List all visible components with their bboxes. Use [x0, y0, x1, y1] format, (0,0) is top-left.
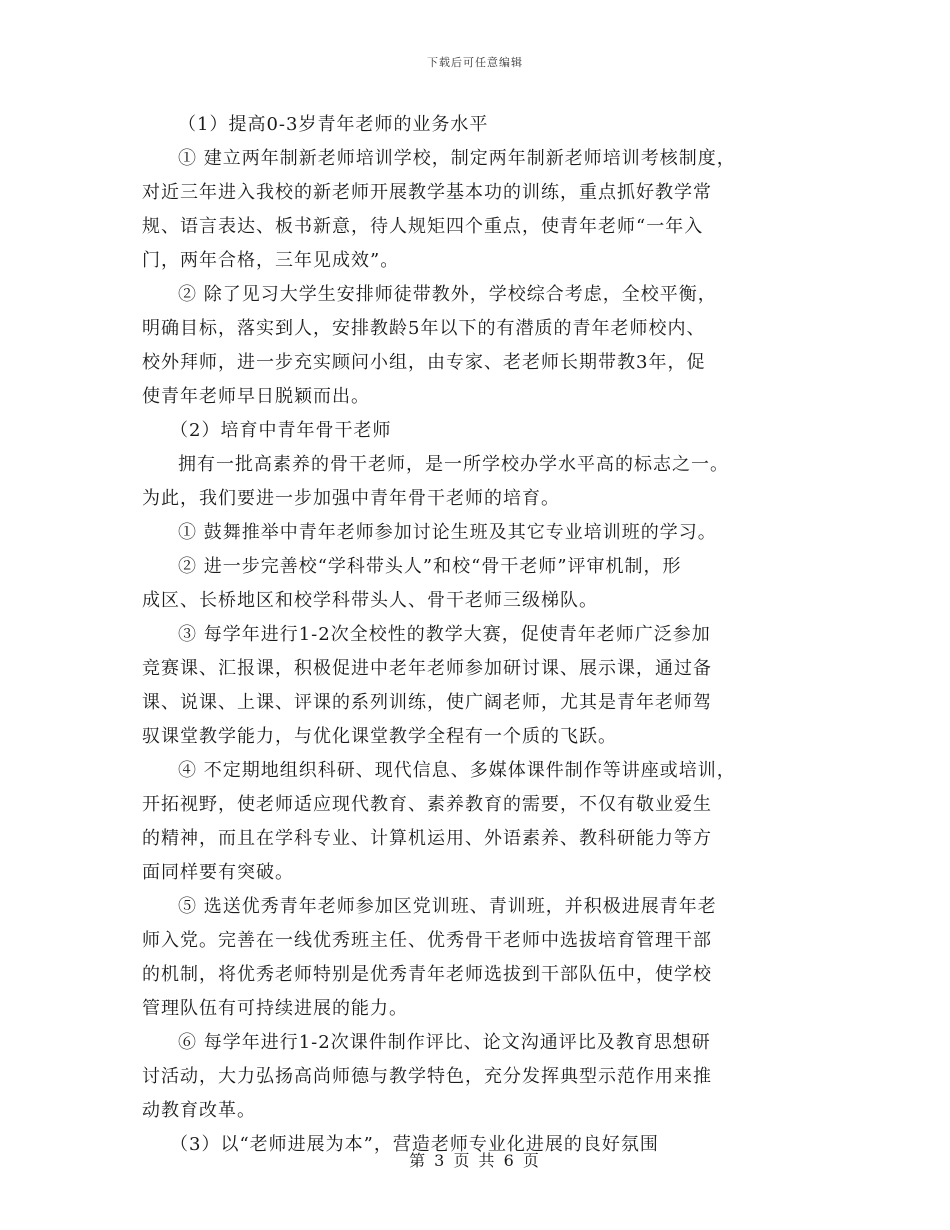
paragraph-line: ② 除了见习大学生安排师徒带教外，学校综合考虑，全校平衡， [178, 284, 717, 305]
paragraph-line: 对近三年进入我校的新老师开展教学基本功的训练，重点抓好教学常 [142, 182, 712, 203]
paragraph-line: 师入党。完善在一线优秀班主任、优秀骨干老师中选拔培育管理干部 [142, 930, 712, 951]
paragraph-line: ④ 不定期地组织科研、现代信息、多媒体课件制作等讲座或培训， [178, 760, 736, 781]
paragraph-line: ① 建立两年制新老师培训学校，制定两年制新老师培训考核制度， [178, 148, 736, 169]
paragraph-line: 的机制，将优秀老师特别是优秀青年老师选拔到干部队伍中，使学校 [142, 964, 712, 985]
paragraph-line: 课、说课、上课、评课的系列训练，使广阔老师，尤其是青年老师驾 [142, 692, 712, 713]
paragraph-line: ⑤ 选送优秀青年老师参加区党训班、青训班，并积极进展青年老 [178, 896, 717, 917]
paragraph-line: 拥有一批高素养的骨干老师，是一所学校办学水平高的标志之一。 [178, 454, 729, 475]
paragraph-line: 讨活动，大力弘扬高尚师德与教学特色，充分发挥典型示范作用来推 [142, 1066, 712, 1087]
paragraph-line: ① 鼓舞推举中青年老师参加讨论生班及其它专业培训班的学习。 [178, 522, 717, 543]
paragraph-line: 驭课堂教学能力，与优化课堂教学全程有一个质的飞跃。 [142, 726, 617, 747]
paragraph-line: 使青年老师早日脱颖而出。 [142, 386, 370, 407]
paragraph-line: 门，两年合格，三年见成效”。 [142, 250, 400, 271]
paragraph-line: ⑥ 每学年进行1-2次课件制作评比、论文沟通评比及教育思想研 [178, 1032, 711, 1053]
section-heading-2: （2）培育中青年骨干老师 [170, 420, 392, 441]
paragraph-line: 明确目标，落实到人，安排教龄5年以下的有潜质的青年老师校内、 [142, 318, 706, 339]
paragraph-line: 管理队伍有可持续进展的能力。 [142, 998, 408, 1019]
paragraph-line: 开拓视野，使老师适应现代教育、素养教育的需要，不仅有敬业爱生 [142, 794, 712, 815]
paragraph-line: 竞赛课、汇报课，积极促进中老年老师参加研讨课、展示课，通过备 [142, 658, 712, 679]
paragraph-line: 的精神，而且在学科专业、计算机运用、外语素养、教科研能力等方 [142, 828, 712, 849]
section-heading-1: （1）提高0-3岁青年老师的业务水平 [178, 114, 489, 135]
page-header-note: 下载后可任意编辑 [427, 56, 523, 69]
paragraph-line: 面同样要有突破。 [142, 862, 294, 883]
paragraph-line: 成区、长桥地区和校学科带头人、骨干老师三级梯队。 [142, 590, 598, 611]
paragraph-line: ② 进一步完善校“学科带头人”和校“骨干老师”评审机制，形 [178, 556, 682, 577]
paragraph-line: ③ 每学年进行1-2次全校性的教学大赛，促使青年老师广泛参加 [178, 624, 711, 645]
document-body [142, 108, 822, 1162]
section-heading-3: （3）以“老师进展为本”，营造老师专业化进展的良好氛围 [170, 1134, 659, 1155]
page-number-footer: 第 3 页 共 6 页 [409, 1151, 541, 1170]
paragraph-line: 规、语言表达、板书新意，待人规矩四个重点，使青年老师“一年入 [142, 216, 704, 237]
paragraph-line: 校外拜师，进一步充实顾问小组，由专家、老老师长期带教3年，促 [142, 352, 706, 373]
paragraph-line: 为此，我们要进一步加强中青年骨干老师的培育。 [142, 488, 560, 509]
paragraph-line: 动教育改革。 [142, 1100, 256, 1121]
